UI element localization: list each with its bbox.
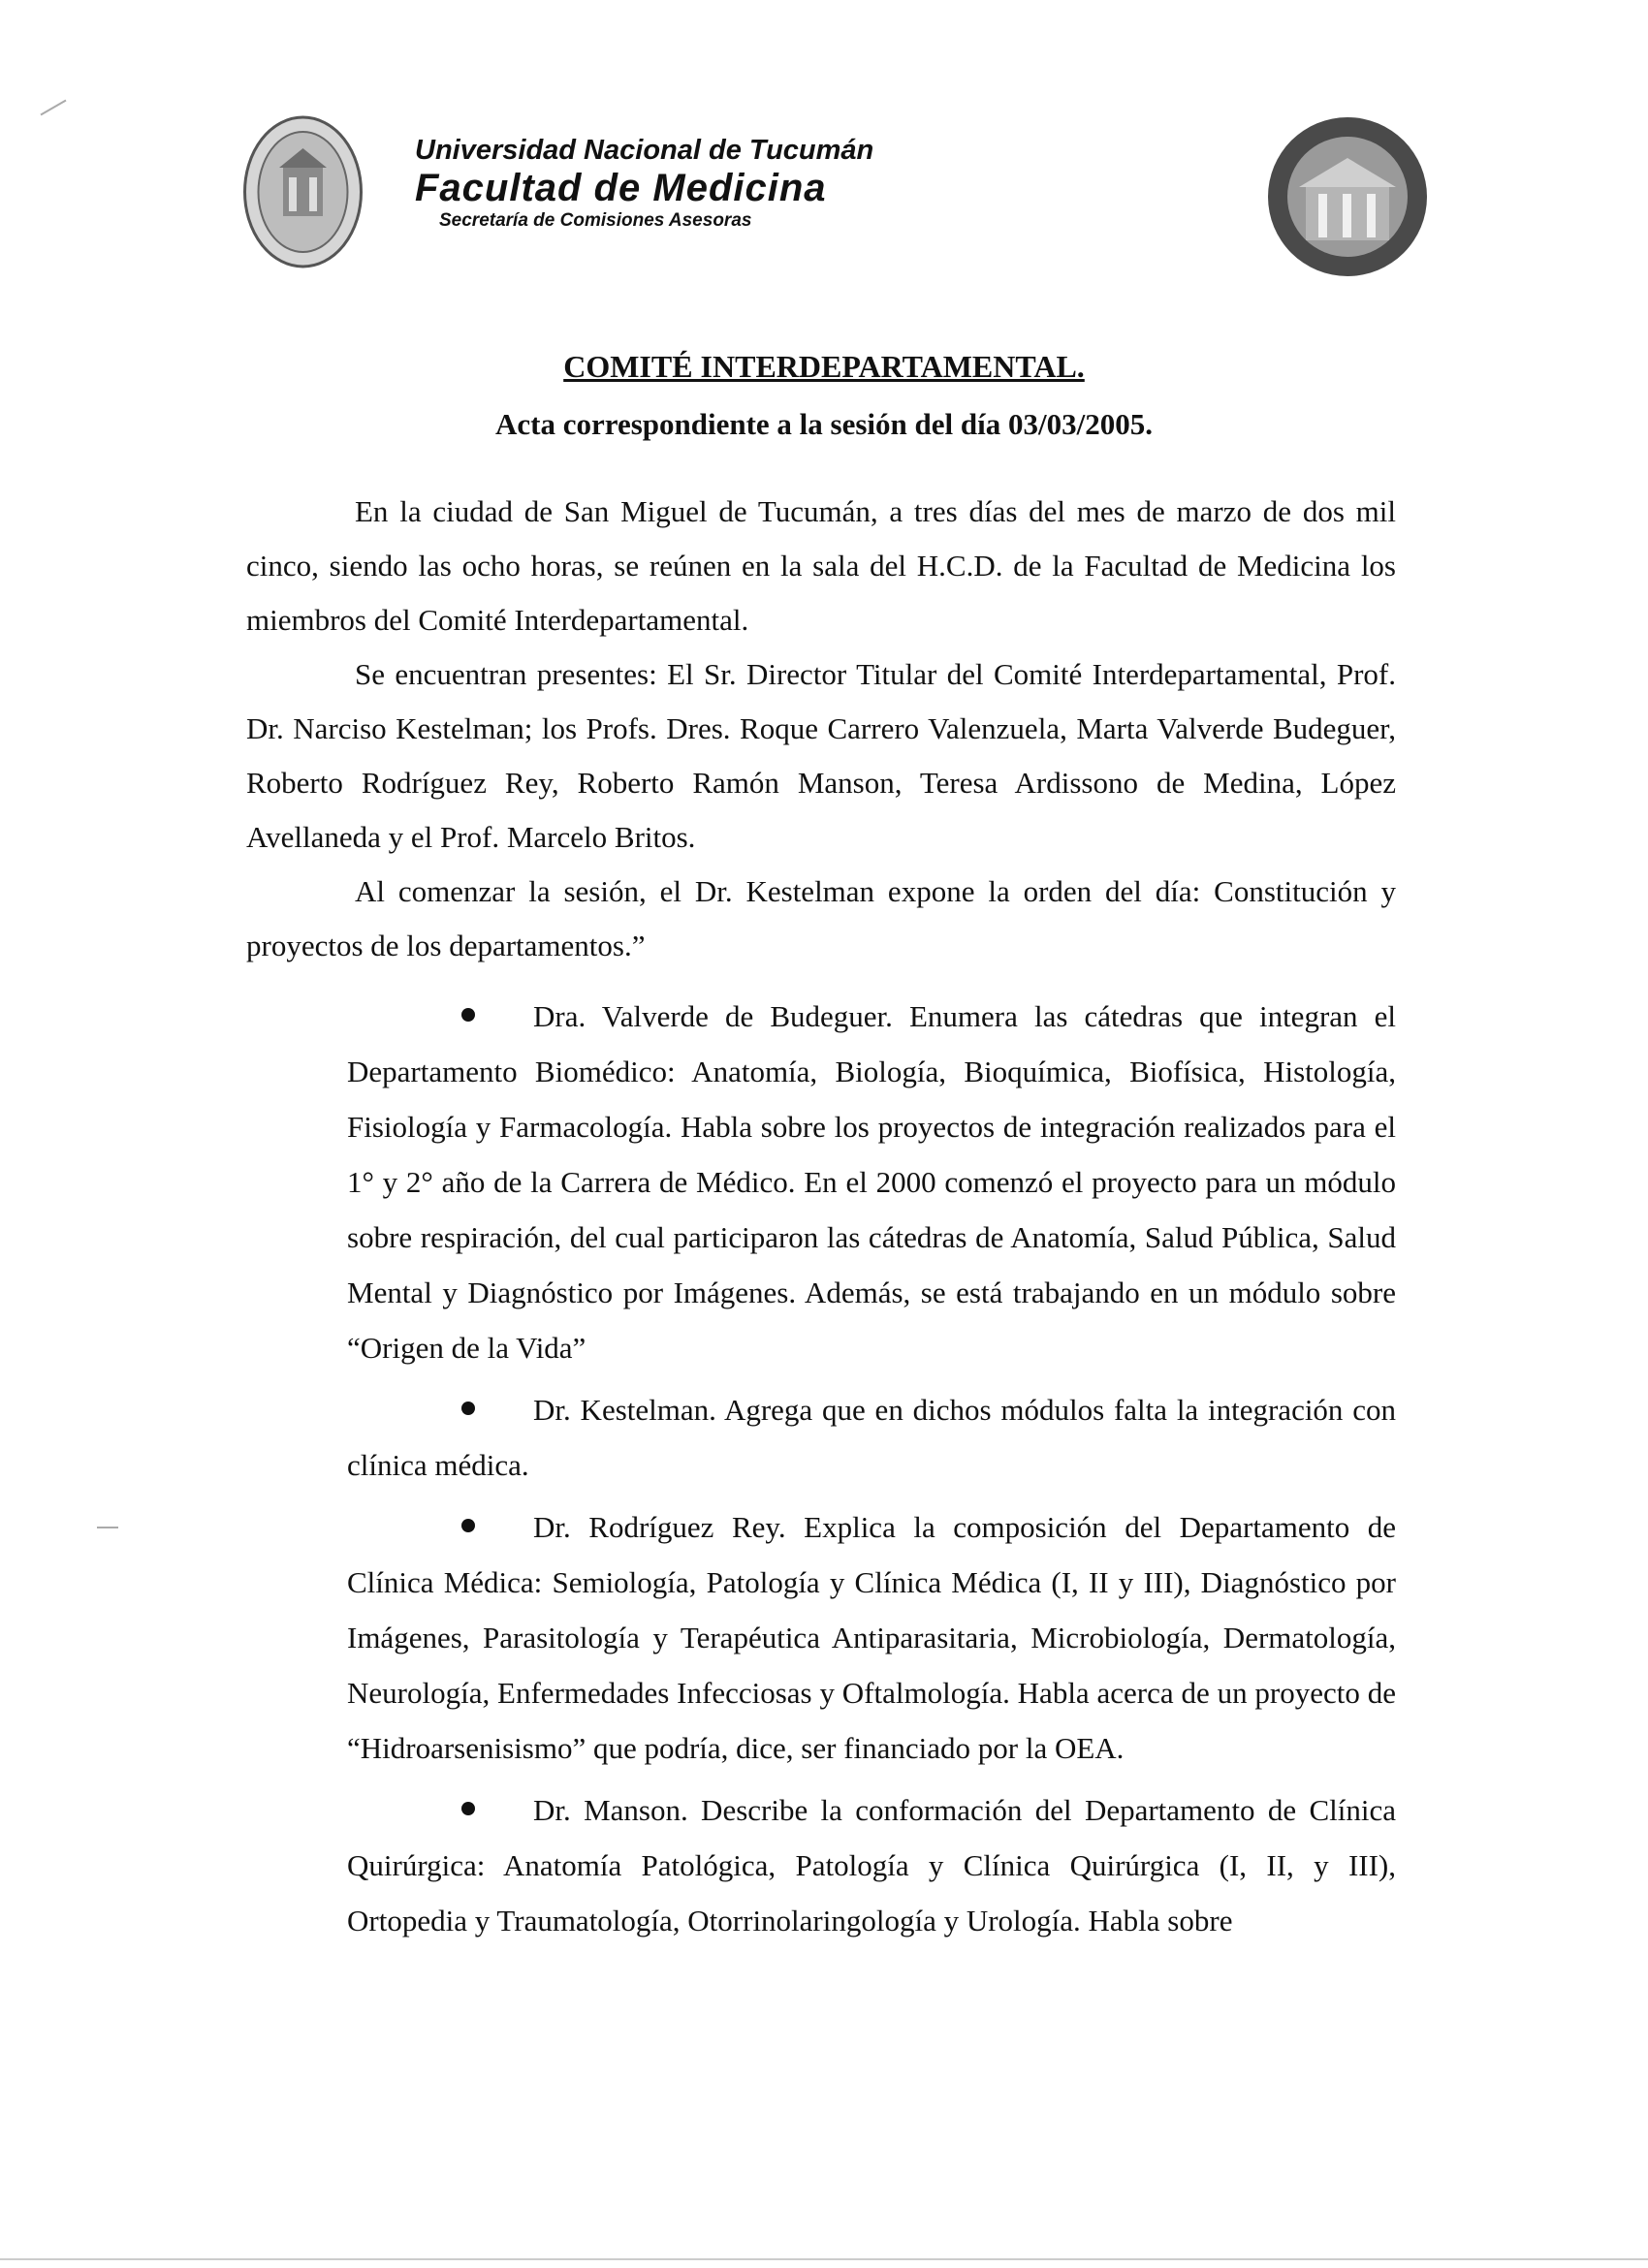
list-item	[347, 989, 1396, 1375]
paragraph-agenda: Al comenzar la sesión, el Dr. Kestelman expone la orden del día: Constitución y proyectos de los departamentos.”	[246, 874, 1396, 962]
document-title: COMITÉ INTERDEPARTAMENTAL.	[563, 349, 1085, 384]
letterhead	[415, 134, 873, 233]
list-item-text: Dr. Manson. Describe la conformación del Departamento de Clínica Quirúrgica: Anatomía Patológica, Patología y Clínica Quirúrgica (I, II, y III), Ortopedia y Traumatología, Otorrinolaringología y Urología. Habla sobre	[347, 1793, 1396, 1937]
bullet-icon	[461, 1519, 475, 1532]
list-item-text: Dr. Kestelman. Agrega que en dichos módulos falta la integración con clínica médica.	[347, 1393, 1396, 1482]
scan-artifact	[97, 1527, 118, 1528]
list-item-text: Dr. Rodríguez Rey. Explica la composición del Departamento de Clínica Médica: Semiología, Patología y Clínica Médica (I, II y III), Diagnóstico por Imágenes, Parasitología y Terapéutica Antiparasitaria, Microbiología, Dermatología, Neurología, Enfermedades Infecciosas y Oftalmología. Habla acerca de un proyecto de “Hidroarsenisismo” que podría, dice, ser financiado por la OEA.	[347, 1510, 1396, 1765]
university-seal-icon	[242, 114, 364, 269]
bullet-icon	[461, 1402, 475, 1415]
scan-artifact	[41, 100, 67, 116]
list-item	[347, 1782, 1396, 1948]
body-paragraphs	[246, 485, 1396, 973]
paragraph-opening: En la ciudad de San Miguel de Tucumán, a tres días del mes de marzo de dos mil cinco, siendo las ocho horas, se reúnen en la sala del H.C.D. de la Facultad de Medicina los miembros del Comité Interdepartamental.	[246, 494, 1396, 637]
list-item-text: Dra. Valverde de Budeguer. Enumera las cátedras que integran el Departamento Biomédico: Anatomía, Biología, Bioquímica, Biofísica, Histología, Fisiología y Farmacología. Habla sobre los proyectos de integración realizados para el 1° y 2° año de la Carrera de Médico. En el 2000 comenzó el proyecto para un módulo sobre respiración, del cual participaron las cátedras de Anatomía, Salud Pública, Salud Mental y Diagnóstico por Imágenes. Además, se está trabajando en un módulo sobre “Origen de la Vida”	[347, 999, 1396, 1365]
list-item	[347, 1499, 1396, 1776]
university-name: Universidad Nacional de Tucumán	[415, 135, 874, 166]
office-name: Secretaría de Comisiones Asesoras	[439, 210, 752, 231]
bullet-icon	[461, 1008, 475, 1022]
faculty-seal-icon	[1265, 114, 1430, 279]
document-subtitle: Acta correspondiente a la sesión del día 03/03/2005.	[495, 407, 1153, 441]
faculty-name: Facultad de Medicina	[415, 167, 827, 209]
paragraph-attendees: Se encuentran presentes: El Sr. Director Titular del Comité Interdepartamental, Prof. Dr. Narciso Kestelman; los Profs. Dres. Roque Carrero Valenzuela, Marta Valverde Budeguer, Roberto Rodríguez Rey, Roberto Ramón Manson, Teresa Ardissono de Medina, López Avellaneda y el Prof. Marcelo Britos.	[246, 657, 1396, 854]
bullet-icon	[461, 1802, 475, 1815]
scan-artifact	[0, 2258, 1648, 2260]
intervention-list	[347, 989, 1396, 1955]
list-item	[347, 1382, 1396, 1493]
